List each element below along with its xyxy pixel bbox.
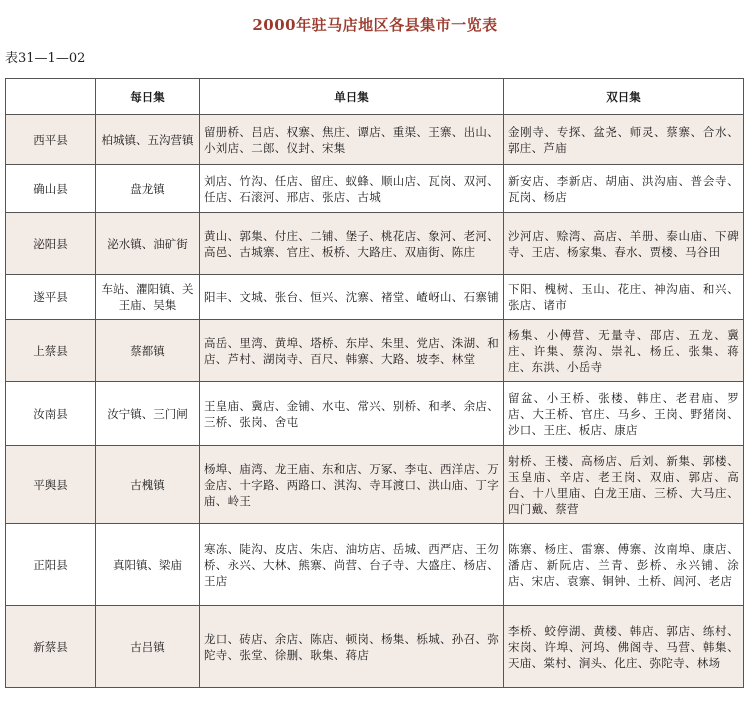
county-cell: 新蔡县 xyxy=(6,606,96,688)
table-row xyxy=(6,275,744,320)
county-cell: 西平县 xyxy=(6,115,96,165)
header-county xyxy=(6,79,96,115)
odd-day-cell: 阳丰、文城、张台、恒兴、沈寨、褚堂、嵖岈山、石寨铺 xyxy=(200,275,504,320)
table-row xyxy=(6,165,744,213)
county-cell: 遂平县 xyxy=(6,275,96,320)
table-row xyxy=(6,213,744,275)
odd-day-cell: 龙口、砖店、余店、陈店、顿岗、杨集、栎城、孙召、弥陀寺、张堂、徐删、耿集、蒋店 xyxy=(200,606,504,688)
odd-day-cell: 黄山、郭集、付庄、二铺、堡子、桃花店、象河、老河、高邑、古城寨、官庄、板桥、大路庄、双庙街、陈庄 xyxy=(200,213,504,275)
daily-cell: 蔡都镇 xyxy=(96,320,200,382)
county-cell: 上蔡县 xyxy=(6,320,96,382)
county-cell: 泌阳县 xyxy=(6,213,96,275)
odd-day-cell: 杨埠、庙湾、龙王庙、东和店、万冢、李屯、西洋店、万金店、十字路、两路口、淇沟、寺耳渡口、洪山庙、丁字庙、岭王 xyxy=(200,446,504,524)
odd-day-cell: 留册桥、吕店、权寨、焦庄、谭店、重渠、王寨、出山、小刘店、二郎、仪封、宋集 xyxy=(200,115,504,165)
daily-cell: 盘龙镇 xyxy=(96,165,200,213)
daily-cell: 古吕镇 xyxy=(96,606,200,688)
county-cell: 汝南县 xyxy=(6,382,96,446)
header-daily-market: 每日集 xyxy=(96,79,200,115)
table-row xyxy=(6,524,744,606)
even-day-cell: 留盆、小王桥、张楼、韩庄、老君庙、罗店、大王桥、官庄、马乡、王岗、野猪岗、沙口、王庄、板店、康店 xyxy=(504,382,744,446)
daily-cell: 汝宁镇、三门闸 xyxy=(96,382,200,446)
header-row xyxy=(6,79,744,115)
county-cell: 正阳县 xyxy=(6,524,96,606)
odd-day-cell: 刘店、竹沟、任店、留庄、蚁蜂、顺山店、瓦岗、双河、任店、石滚河、邢店、张店、古城 xyxy=(200,165,504,213)
county-cell: 确山县 xyxy=(6,165,96,213)
table-title: 2000年驻马店地区各县集市一览表 xyxy=(252,16,498,34)
daily-cell: 泌水镇、油矿街 xyxy=(96,213,200,275)
table-row xyxy=(6,115,744,165)
daily-cell: 古槐镇 xyxy=(96,446,200,524)
even-day-cell: 陈寨、杨庄、雷寨、傅寨、汝南埠、康店、潘店、新阮店、兰青、彭桥、永兴铺、涂店、宋店、袁寨、铜钟、土桥、闾河、老店 xyxy=(504,524,744,606)
even-day-cell: 沙河店、赊湾、高店、羊册、泰山庙、下碑寺、王店、杨家集、春水、贾楼、马谷田 xyxy=(504,213,744,275)
table-row xyxy=(6,446,744,524)
even-day-cell: 新安店、李新店、胡庙、洪沟庙、普会寺、瓦岗、杨店 xyxy=(504,165,744,213)
header-odd-day-market: 单日集 xyxy=(200,79,504,115)
odd-day-cell: 高岳、里湾、黄埠、塔桥、东岸、朱里、党店、洙湖、和店、芦村、湖岗寺、百尺、韩寨、大路、坡李、林堂 xyxy=(200,320,504,382)
even-day-cell: 金刚寺、专探、盆尧、师灵、蔡寨、合水、郭庄、芦庙 xyxy=(504,115,744,165)
odd-day-cell: 寒冻、陡沟、皮店、朱店、油坊店、岳城、西严店、王勿桥、永兴、大林、熊寨、尚营、台子寺、大盛庄、杨店、王店 xyxy=(200,524,504,606)
markets-table xyxy=(5,78,744,688)
table-row xyxy=(6,606,744,688)
header-even-day-market: 双日集 xyxy=(504,79,744,115)
county-cell: 平舆县 xyxy=(6,446,96,524)
table-row xyxy=(6,320,744,382)
table-code: 表31—1—02 xyxy=(5,51,86,66)
odd-day-cell: 王皇庙、冀店、金铺、水屯、常兴、别桥、和孝、余店、三桥、张岗、舍屯 xyxy=(200,382,504,446)
even-day-cell: 李桥、蛟停湖、黄楼、韩店、郭店、练村、宋岗、许埠、河坞、佛阁寺、马营、韩集、天庙、棠村、涧头、化庄、弥陀寺、林场 xyxy=(504,606,744,688)
table-row xyxy=(6,382,744,446)
even-day-cell: 下阳、槐树、玉山、花庄、神沟庙、和兴、张店、诸市 xyxy=(504,275,744,320)
daily-cell: 车站、灈阳镇、关王庙、吴集 xyxy=(96,275,200,320)
even-day-cell: 杨集、小傅营、无量寺、邵店、五龙、冀庄、许集、蔡沟、崇礼、杨丘、张集、蒋庄、东洪、小岳寺 xyxy=(504,320,744,382)
daily-cell: 柏城镇、五沟营镇 xyxy=(96,115,200,165)
even-day-cell: 射桥、王楼、高杨店、后刘、新集、郭楼、玉皇庙、辛店、老王岗、双庙、郭店、高台、十八里庙、白龙王庙、三桥、大马庄、四门戴、蔡营 xyxy=(504,446,744,524)
daily-cell: 真阳镇、梁庙 xyxy=(96,524,200,606)
